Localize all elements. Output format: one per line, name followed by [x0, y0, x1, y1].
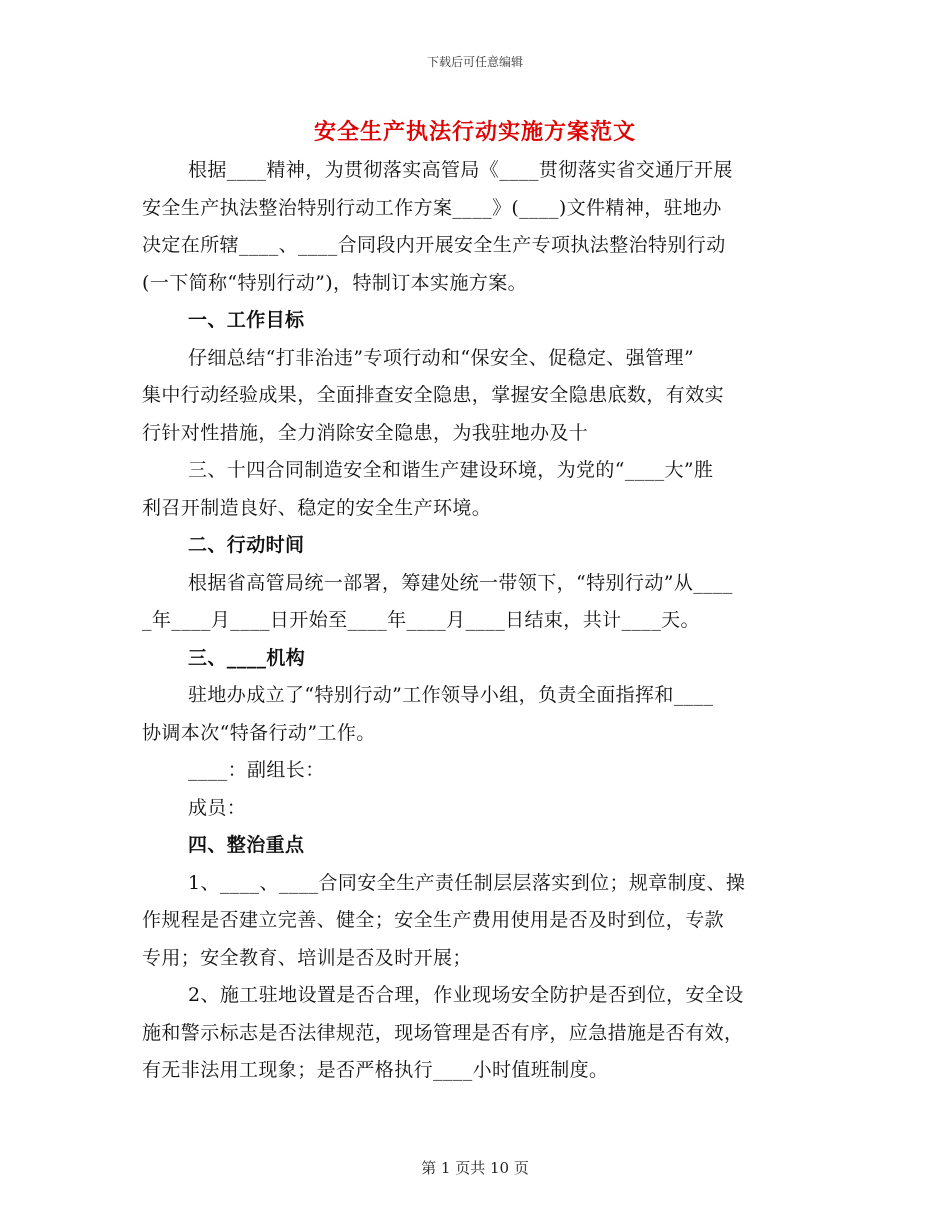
paragraph-line: 三、十四合同制造安全和谐生产建设环境，为党的“____大”胜 — [188, 459, 714, 481]
paragraph-line: _年____月____日开始至____年____月____日结束，共计____天。 — [142, 609, 700, 631]
document-body — [142, 152, 810, 1090]
paragraph-line: 成员： — [188, 796, 247, 819]
paragraph-line: 决定在所辖____、____合同段内开展安全生产专项执法整治特别行动 — [142, 234, 726, 256]
paragraph-line: 作规程是否建立完善、健全；安全生产费用使用是否及时到位，专款 — [142, 909, 725, 931]
paragraph-line: 安全生产执法整治特别行动工作方案____》(____)文件精神，驻地办 — [142, 196, 722, 219]
paragraph-line: 仔细总结“打非治违”专项行动和“保安全、促稳定、强管理” — [188, 346, 695, 369]
paragraph-line: 施和警示标志是否法律规范，现场管理是否有序，应急措施是否有效， — [142, 1021, 744, 1044]
section-heading: 二、行动时间 — [188, 534, 305, 556]
paragraph-line: 2、施工驻地设置是否合理，作业现场安全防护是否到位，安全设 — [188, 984, 744, 1006]
paragraph-line: 根据省高管局统一部署，筹建处统一带领下，“特别行动”从____ — [188, 571, 733, 594]
section-heading: 四、整治重点 — [188, 834, 305, 856]
paragraph-line: 集中行动经验成果，全面排查安全隐患，掌握安全隐患底数，有效实 — [142, 384, 725, 406]
paragraph-line: 驻地办成立了“特别行动”工作领导小组，负责全面指挥和____ — [188, 684, 714, 706]
document-title: 安全生产执法行动实施方案范文 — [313, 119, 636, 145]
paragraph-line: 行针对性措施，全力消除安全隐患，为我驻地办及十 — [142, 421, 589, 444]
section-heading: 一、工作目标 — [188, 309, 305, 331]
paragraph-line: 有无非法用工现象；是否严格执行____小时值班制度。 — [142, 1059, 609, 1081]
paragraph-line: (一下简称“特别行动”)，特制订本实施方案。 — [142, 271, 528, 294]
paragraph-line: 1、____、____合同安全生产责任制层层落实到位；规章制度、操 — [188, 871, 746, 894]
page-footer: 第 1 页共 10 页 — [421, 1159, 529, 1177]
paragraph-line: ____：副组长： — [188, 759, 325, 781]
paragraph-line: 根据____精神，为贯彻落实高管局《____贯彻落实省交通厅开展 — [188, 159, 733, 181]
section-heading: 三、____机构 — [188, 646, 306, 669]
paragraph-line: 专用；安全教育、培训是否及时开展； — [142, 946, 472, 969]
paragraph-line: 协调本次“特备行动”工作。 — [142, 721, 376, 744]
page-header: 下载后可任意编辑 — [426, 55, 523, 69]
paragraph-line: 利召开制造良好、稳定的安全生产环境。 — [142, 496, 492, 519]
